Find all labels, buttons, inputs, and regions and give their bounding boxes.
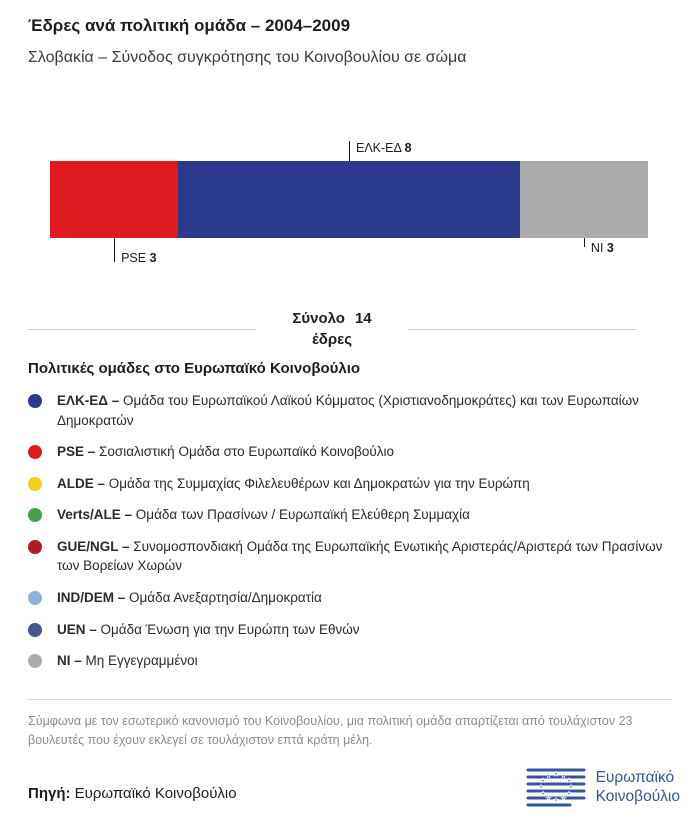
page-title: Έδρες ανά πολιτική ομάδα – 2004–2009	[28, 16, 351, 35]
total-value: 14	[354, 310, 372, 327]
total-seats-row	[28, 308, 636, 350]
bar-label-ΕΛΚ-ΕΔ	[349, 141, 412, 161]
legend-item-5	[28, 582, 672, 614]
bottom-row	[28, 766, 680, 808]
legend-color-dot	[28, 508, 42, 522]
total-divider-right	[408, 329, 636, 330]
legend-color-dot	[28, 654, 42, 668]
legend-item-text: ALDE – Ομάδα της Συμμαχίας Φιλελευθέρων και Δημοκρατών για την Ευρώπη	[57, 475, 530, 491]
legend-item-text: Verts/ALE – Ομάδα των Πρασίνων / Ευρωπαϊκή Ελεύθερη Συμμαχία	[57, 507, 470, 523]
legend-color-dot	[28, 477, 42, 491]
legend-item-1	[28, 436, 672, 468]
bar-label-NI	[584, 238, 614, 255]
footer-divider	[28, 699, 672, 700]
seats-stacked-bar-chart	[50, 139, 648, 282]
source-label: Πηγή:	[28, 785, 71, 802]
total-label: Σύνολο	[292, 310, 345, 327]
bar-label-text: PSE 3	[121, 251, 157, 265]
bar-label-PSE	[114, 238, 157, 265]
page-subtitle: Σλοβακία – Σύνοδος συγκρότησης του Κοινοβουλίου σε σώμα	[28, 49, 467, 66]
legend-item-7	[28, 645, 672, 677]
ep-logo-text-line2: Κοινοβούλιο	[595, 788, 680, 805]
ep-logo-text	[596, 768, 680, 807]
bar-label-text: NI 3	[590, 241, 614, 255]
source-line	[28, 785, 237, 808]
bar-segment-NI	[520, 161, 648, 238]
stacked-bar	[50, 161, 648, 238]
legend-item-text: UEN – Ομάδα Ένωση για την Ευρώπη των Εθνών	[57, 621, 360, 637]
source-value: Ευρωπαϊκό Κοινοβούλιο	[74, 785, 237, 802]
header	[0, 0, 700, 67]
bar-segment-ΕΛΚ-ΕΔ	[178, 161, 520, 238]
legend-item-text: NI – Μη Εγγεγραμμένοι	[57, 653, 198, 669]
ep-hemicycle-stars-icon	[525, 766, 587, 808]
bar-labels-below	[50, 238, 648, 282]
legend-color-dot	[28, 540, 42, 554]
legend-item-6	[28, 614, 672, 646]
total-unit: έδρες	[311, 331, 353, 348]
legend-item-text: GUE/NGL – Συνομοσπονδιακή Ομάδα της Ευρωπαϊκής Ενωτικής Αριστεράς/Αριστερά των Πρασίνων των Βορείων Χωρών	[57, 538, 663, 574]
legend-item-text: ΕΛΚ-ΕΔ – Ομάδα του Ευρωπαϊκού Λαϊκού Κόμματος (Χριστιανοδημοκράτες) και των Ευρωπαίων Δημοκρατών	[57, 393, 639, 428]
total-divider-left	[28, 329, 256, 330]
footnote: Σύμφωνα με τον εσωτερικό κανονισμό του Κοινοβουλίου, μια πολιτική ομάδα απαρτίζεται από τουλάχιστον 23 βουλευτές που έχουν εκλεγεί σε τουλάχιστον επτά κράτη μέλη.	[28, 713, 633, 747]
bar-segment-PSE	[50, 161, 178, 238]
legend-item-2	[28, 468, 672, 500]
bar-label-text: ΕΛΚ-ΕΔ 8	[356, 141, 412, 155]
bar-label-tick	[584, 238, 585, 247]
legend-item-text: IND/DEM – Ομάδα Ανεξαρτησία/Δημοκρατία	[57, 589, 322, 605]
legend-list	[28, 385, 672, 677]
total-seats-text	[256, 308, 408, 350]
european-parliament-logo	[525, 766, 680, 808]
ep-logo-text-line1: Ευρωπαϊκό	[595, 768, 675, 786]
bar-labels-above	[50, 139, 648, 161]
legend-item-text: PSE – Σοσιαλιστική Ομάδα στο Ευρωπαϊκό Κοινοβούλιο	[57, 444, 395, 460]
legend-item-4	[28, 531, 672, 582]
legend-color-dot	[28, 591, 42, 605]
legend-color-dot	[28, 623, 42, 637]
legend-item-3	[28, 499, 672, 531]
legend-color-dot	[28, 445, 42, 459]
bar-label-tick	[114, 238, 115, 262]
legend-color-dot	[28, 394, 42, 408]
legend-item-0	[28, 385, 672, 436]
bar-label-tick	[349, 141, 350, 161]
legend-heading: Πολιτικές ομάδες στο Ευρωπαϊκό Κοινοβούλιο	[28, 360, 361, 377]
